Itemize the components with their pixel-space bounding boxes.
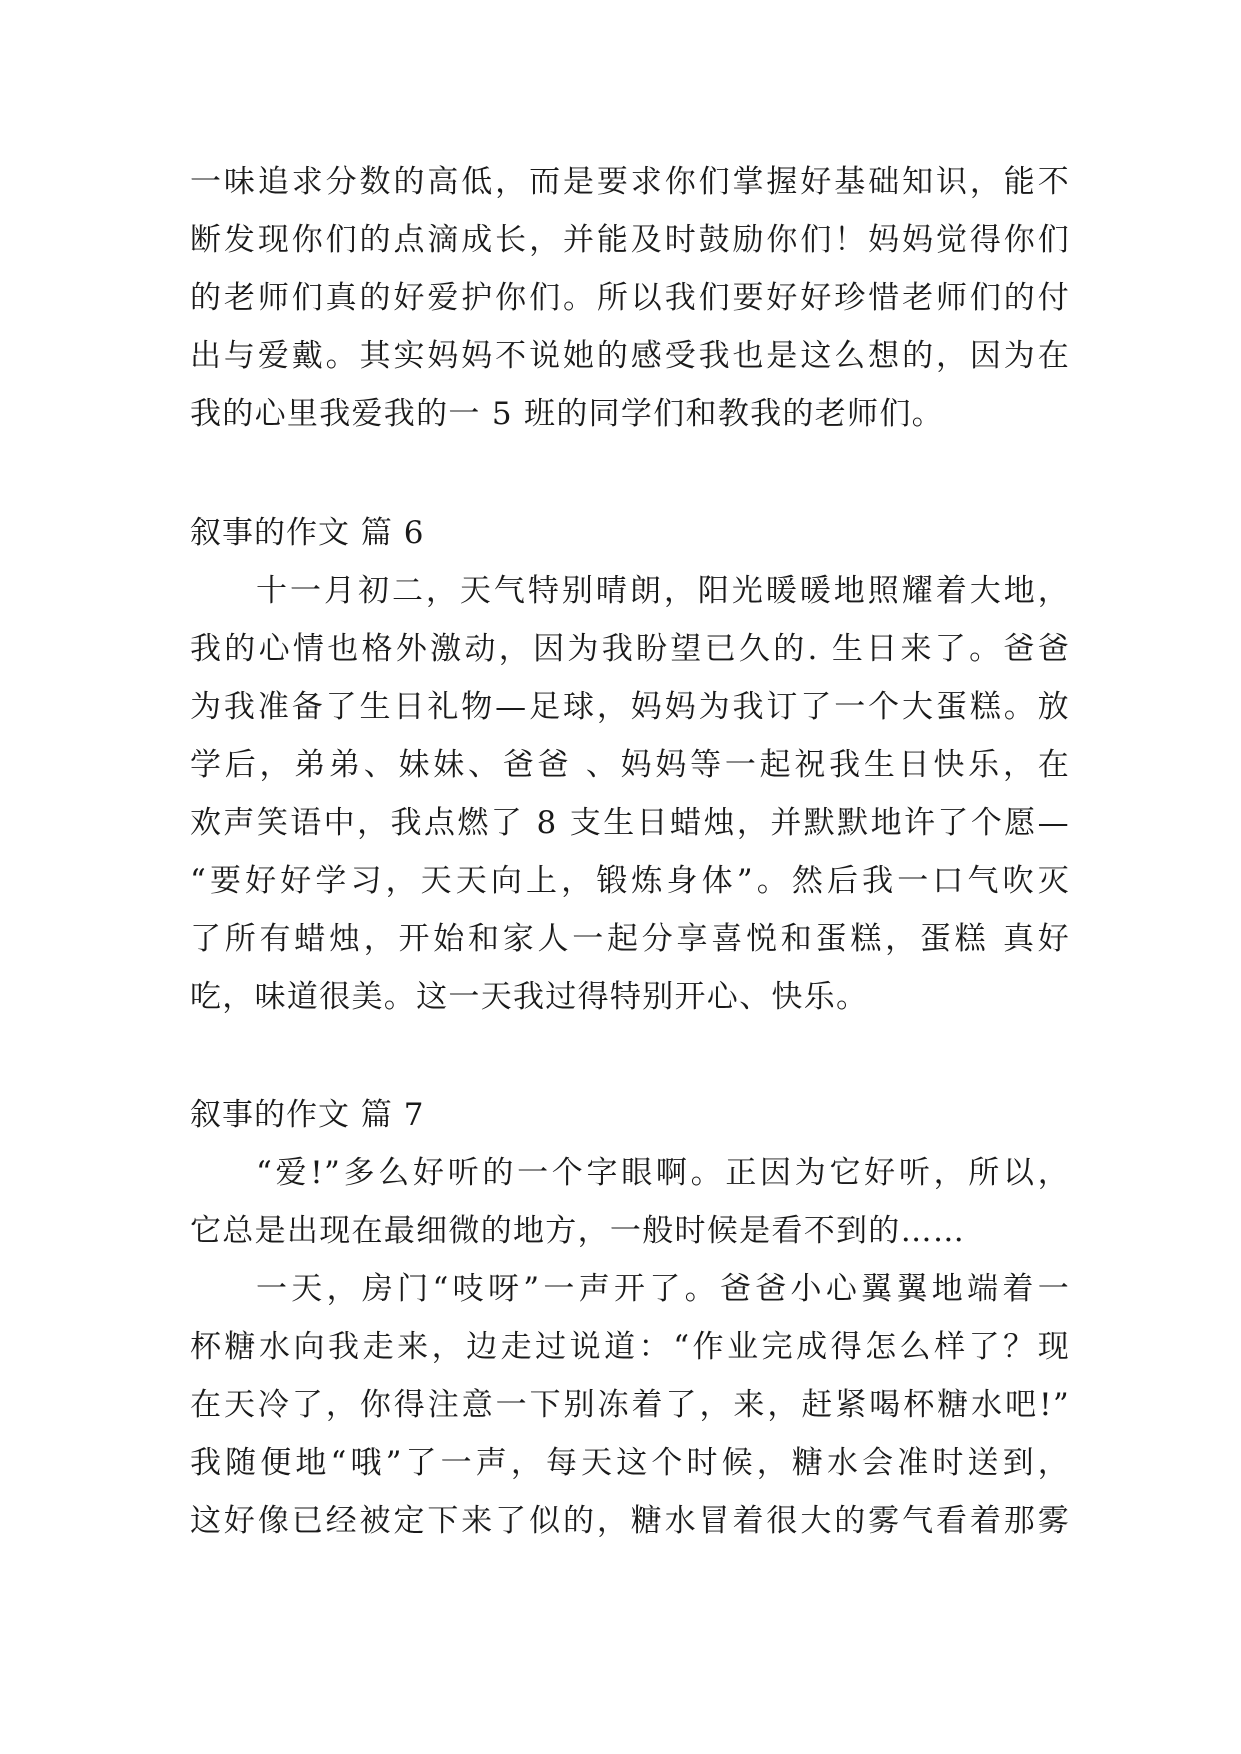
text-line: 的老师们真的好爱护你们。所以我们要好好珍惜老师们的付 — [190, 280, 1070, 316]
text-line: 欢声笑语中，我点燃了 8 支生日蜡烛，并默默地许了个愿— — [190, 805, 1070, 841]
text-line: 它总是出现在最细微的地方，一般时候是看不到的…… — [190, 1213, 966, 1249]
text-line: 吃，味道很美。这一天我过得特别开心、快乐。 — [190, 979, 869, 1015]
section-heading: 叙事的作文 篇 7 — [190, 1097, 425, 1133]
text-line: 为我准备了生日礼物—足球，妈妈为我订了一个大蛋糕。放 — [190, 689, 1070, 725]
text-line: 一味追求分数的高低，而是要求你们掌握好基础知识，能不 — [190, 164, 1070, 200]
text-line: 学后，弟弟、妹妹、爸爸 、妈妈等一起祝我生日快乐，在 — [190, 747, 1070, 783]
text-line: 断发现你们的点滴成长，并能及时鼓励你们！妈妈觉得你们 — [190, 222, 1070, 258]
section-heading: 叙事的作文 篇 6 — [190, 515, 425, 551]
text-line: 在天冷了，你得注意一下别冻着了，来，赶紧喝杯糖水吧!” — [190, 1387, 1070, 1423]
text-line: 出与爱戴。其实妈妈不说她的感受我也是这么想的，因为在 — [190, 338, 1070, 374]
text-line: 一天，房门“吱呀”一声开了。爸爸小心翼翼地端着一 — [256, 1271, 1070, 1307]
text-line: 了所有蜡烛，开始和家人一起分享喜悦和蛋糕，蛋糕 真好 — [190, 921, 1070, 957]
text-line: 我随便地“哦”了一声，每天这个时候，糖水会准时送到， — [190, 1445, 1070, 1481]
text-line: 我的心情也格外激动，因为我盼望已久的. 生日来了。爸爸 — [190, 631, 1070, 667]
text-line: 这好像已经被定下来了似的，糖水冒着很大的雾气看着那雾 — [190, 1503, 1070, 1539]
text-line: 十一月初二，天气特别晴朗，阳光暖暖地照耀着大地， — [256, 573, 1070, 609]
text-line: 杯糖水向我走来，边走过说道：“作业完成得怎么样了？现 — [190, 1329, 1070, 1365]
text-line: 我的心里我爱我的一 5 班的同学们和教我的老师们。 — [190, 396, 944, 432]
text-line: “爱!”多么好听的一个字眼啊。正因为它好听，所以， — [256, 1155, 1070, 1191]
text-line: “要好好学习，天天向上，锻炼身体”。然后我一口气吹灭 — [190, 863, 1070, 899]
